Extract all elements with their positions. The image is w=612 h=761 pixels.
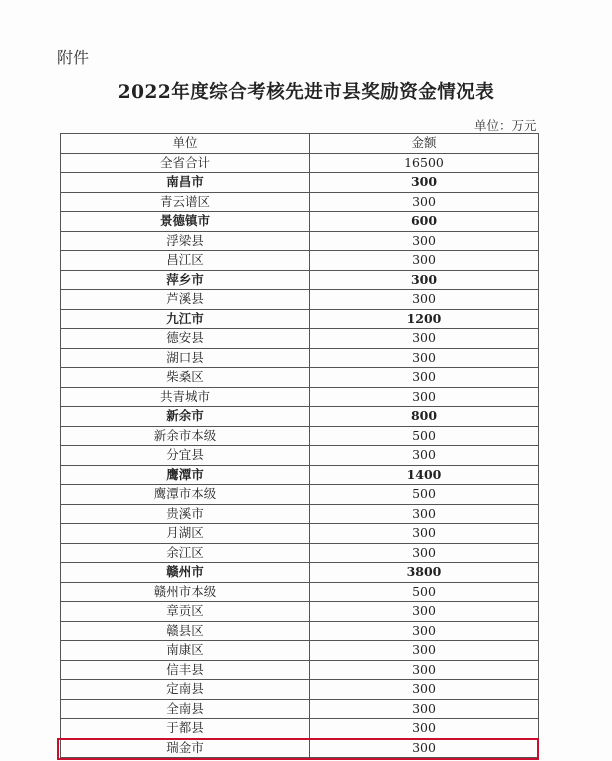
column-header-unit: 单位 [61, 134, 310, 154]
row-unit-name: 新余市本级 [61, 426, 310, 446]
row-amount: 300 [310, 368, 539, 388]
row-amount: 1400 [310, 465, 539, 485]
row-amount: 16500 [310, 153, 539, 173]
row-unit-name: 分宜县 [61, 446, 310, 466]
row-unit-name: 赣州市本级 [61, 582, 310, 602]
row-amount: 300 [310, 719, 539, 739]
table-row [61, 270, 539, 290]
row-unit-name: 柴桑区 [61, 368, 310, 388]
table-row [61, 231, 539, 251]
row-amount: 800 [310, 407, 539, 427]
unit-note: 单位：万元 [474, 118, 537, 133]
row-unit-name: 青云谱区 [61, 192, 310, 212]
row-unit-name: 南康区 [61, 641, 310, 661]
table-row [61, 680, 539, 700]
table-row [61, 407, 539, 427]
table-row [61, 212, 539, 232]
row-amount: 300 [310, 699, 539, 719]
row-unit-name: 南昌市 [61, 173, 310, 193]
row-unit-name: 余江区 [61, 543, 310, 563]
row-unit-name: 芦溪县 [61, 290, 310, 310]
row-amount: 300 [310, 621, 539, 641]
row-unit-name: 月湖区 [61, 524, 310, 544]
attachment-label: 附件 [57, 48, 90, 67]
table-row [61, 153, 539, 173]
row-unit-name: 景德镇市 [61, 212, 310, 232]
row-amount: 300 [310, 543, 539, 563]
table-row [61, 368, 539, 388]
row-unit-name: 赣州市 [61, 563, 310, 583]
table-row [61, 348, 539, 368]
page-title: 2022年度综合考核先进市县奖励资金情况表 [117, 82, 495, 103]
row-amount: 300 [310, 602, 539, 622]
row-unit-name: 共青城市 [61, 387, 310, 407]
column-header-amount: 金额 [310, 134, 539, 154]
row-unit-name: 于都县 [61, 719, 310, 739]
row-unit-name: 鹰潭市 [61, 465, 310, 485]
table-row [61, 426, 539, 446]
row-amount: 500 [310, 582, 539, 602]
table-row [61, 485, 539, 505]
row-amount: 600 [310, 212, 539, 232]
row-amount: 300 [310, 641, 539, 661]
row-unit-name: 全南县 [61, 699, 310, 719]
row-unit-name: 章贡区 [61, 602, 310, 622]
table-row [61, 465, 539, 485]
row-amount: 300 [310, 504, 539, 524]
table-row [61, 446, 539, 466]
row-amount: 300 [310, 738, 539, 758]
table-row [61, 504, 539, 524]
table-header-row [61, 134, 539, 154]
row-amount: 300 [310, 290, 539, 310]
table-row [61, 641, 539, 661]
row-unit-name: 定南县 [61, 680, 310, 700]
row-unit-name: 瑞金市 [61, 738, 310, 758]
table-body [61, 153, 539, 758]
row-unit-name: 鹰潭市本级 [61, 485, 310, 505]
table-row [61, 309, 539, 329]
row-unit-name: 贵溪市 [61, 504, 310, 524]
table-row [61, 621, 539, 641]
row-amount: 300 [310, 387, 539, 407]
row-amount: 300 [310, 524, 539, 544]
reward-table [60, 133, 539, 758]
table-row [61, 524, 539, 544]
table-row [61, 602, 539, 622]
row-amount: 300 [310, 446, 539, 466]
row-amount: 300 [310, 680, 539, 700]
row-amount: 500 [310, 426, 539, 446]
row-amount: 300 [310, 348, 539, 368]
row-unit-name: 新余市 [61, 407, 310, 427]
row-unit-name: 德安县 [61, 329, 310, 349]
table-row [61, 582, 539, 602]
row-amount: 300 [310, 270, 539, 290]
table-row [61, 173, 539, 193]
table-row [61, 719, 539, 739]
row-unit-name: 信丰县 [61, 660, 310, 680]
table-row [61, 563, 539, 583]
row-unit-name: 全省合计 [61, 153, 310, 173]
row-unit-name: 昌江区 [61, 251, 310, 271]
table-row [61, 387, 539, 407]
row-amount: 300 [310, 251, 539, 271]
table-row [61, 192, 539, 212]
row-amount: 300 [310, 660, 539, 680]
table-row [61, 251, 539, 271]
row-unit-name: 赣县区 [61, 621, 310, 641]
table-row [61, 660, 539, 680]
row-unit-name: 九江市 [61, 309, 310, 329]
row-amount: 300 [310, 192, 539, 212]
row-amount: 500 [310, 485, 539, 505]
highlight-box [57, 738, 539, 760]
table-row [61, 699, 539, 719]
row-amount: 300 [310, 173, 539, 193]
row-unit-name: 湖口县 [61, 348, 310, 368]
row-unit-name: 浮梁县 [61, 231, 310, 251]
row-amount: 1200 [310, 309, 539, 329]
row-amount: 300 [310, 329, 539, 349]
table-row [61, 329, 539, 349]
row-amount: 300 [310, 231, 539, 251]
table-row [61, 543, 539, 563]
row-amount: 3800 [310, 563, 539, 583]
row-unit-name: 萍乡市 [61, 270, 310, 290]
table-row [61, 290, 539, 310]
